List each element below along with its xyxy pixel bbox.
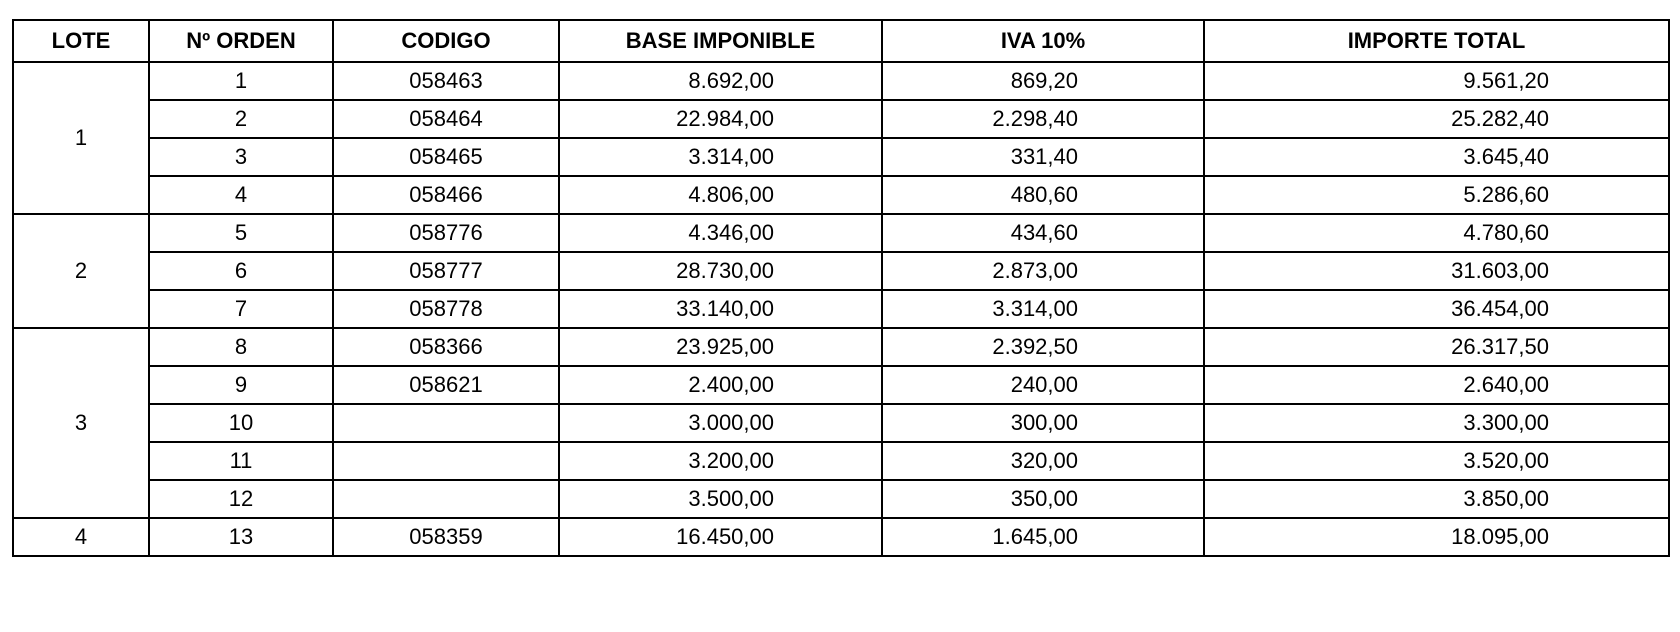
codigo-cell: 058464 bbox=[333, 100, 559, 138]
lote-cell: 2 bbox=[13, 214, 149, 328]
header-lote: LOTE bbox=[13, 20, 149, 62]
orden-cell: 10 bbox=[149, 404, 333, 442]
header-orden: Nº ORDEN bbox=[149, 20, 333, 62]
table-row bbox=[13, 518, 1669, 556]
importe-total-cell: 3.645,40 bbox=[1204, 138, 1669, 176]
codigo-cell: 058463 bbox=[333, 62, 559, 100]
table-row bbox=[13, 176, 1669, 214]
importe-total-cell: 36.454,00 bbox=[1204, 290, 1669, 328]
orden-cell: 7 bbox=[149, 290, 333, 328]
iva-cell: 869,20 bbox=[882, 62, 1204, 100]
lote-cell: 1 bbox=[13, 62, 149, 214]
iva-cell: 480,60 bbox=[882, 176, 1204, 214]
iva-cell: 2.392,50 bbox=[882, 328, 1204, 366]
base-imponible-cell: 3.500,00 bbox=[559, 480, 882, 518]
importe-total-cell: 5.286,60 bbox=[1204, 176, 1669, 214]
table-row bbox=[13, 100, 1669, 138]
iva-cell: 3.314,00 bbox=[882, 290, 1204, 328]
table-body bbox=[13, 62, 1669, 556]
iva-cell: 240,00 bbox=[882, 366, 1204, 404]
iva-cell: 350,00 bbox=[882, 480, 1204, 518]
codigo-cell: 058621 bbox=[333, 366, 559, 404]
table-row bbox=[13, 252, 1669, 290]
header-row bbox=[13, 20, 1669, 62]
importe-total-cell: 4.780,60 bbox=[1204, 214, 1669, 252]
importe-total-cell: 2.640,00 bbox=[1204, 366, 1669, 404]
lote-cell: 3 bbox=[13, 328, 149, 518]
orden-cell: 4 bbox=[149, 176, 333, 214]
base-imponible-cell: 3.314,00 bbox=[559, 138, 882, 176]
iva-cell: 1.645,00 bbox=[882, 518, 1204, 556]
orden-cell: 11 bbox=[149, 442, 333, 480]
codigo-cell bbox=[333, 480, 559, 518]
orden-cell: 5 bbox=[149, 214, 333, 252]
base-imponible-cell: 8.692,00 bbox=[559, 62, 882, 100]
base-imponible-cell: 28.730,00 bbox=[559, 252, 882, 290]
orden-cell: 9 bbox=[149, 366, 333, 404]
orden-cell: 2 bbox=[149, 100, 333, 138]
orden-cell: 6 bbox=[149, 252, 333, 290]
orden-cell: 13 bbox=[149, 518, 333, 556]
table-row bbox=[13, 138, 1669, 176]
importe-total-cell: 31.603,00 bbox=[1204, 252, 1669, 290]
iva-cell: 434,60 bbox=[882, 214, 1204, 252]
importe-total-cell: 9.561,20 bbox=[1204, 62, 1669, 100]
table-row bbox=[13, 366, 1669, 404]
header-iva: IVA 10% bbox=[882, 20, 1204, 62]
base-imponible-cell: 23.925,00 bbox=[559, 328, 882, 366]
base-imponible-cell: 16.450,00 bbox=[559, 518, 882, 556]
orden-cell: 1 bbox=[149, 62, 333, 100]
base-imponible-cell: 2.400,00 bbox=[559, 366, 882, 404]
iva-cell: 2.298,40 bbox=[882, 100, 1204, 138]
importe-total-cell: 3.300,00 bbox=[1204, 404, 1669, 442]
table-row bbox=[13, 62, 1669, 100]
importe-total-cell: 3.520,00 bbox=[1204, 442, 1669, 480]
importe-total-cell: 18.095,00 bbox=[1204, 518, 1669, 556]
iva-cell: 320,00 bbox=[882, 442, 1204, 480]
orden-cell: 3 bbox=[149, 138, 333, 176]
codigo-cell: 058366 bbox=[333, 328, 559, 366]
iva-cell: 331,40 bbox=[882, 138, 1204, 176]
base-imponible-cell: 33.140,00 bbox=[559, 290, 882, 328]
orden-cell: 12 bbox=[149, 480, 333, 518]
header-importe-total: IMPORTE TOTAL bbox=[1204, 20, 1669, 62]
base-imponible-cell: 22.984,00 bbox=[559, 100, 882, 138]
codigo-cell: 058466 bbox=[333, 176, 559, 214]
table-row bbox=[13, 214, 1669, 252]
base-imponible-cell: 3.000,00 bbox=[559, 404, 882, 442]
base-imponible-cell: 3.200,00 bbox=[559, 442, 882, 480]
base-imponible-cell: 4.806,00 bbox=[559, 176, 882, 214]
iva-cell: 300,00 bbox=[882, 404, 1204, 442]
orden-cell: 8 bbox=[149, 328, 333, 366]
codigo-cell bbox=[333, 442, 559, 480]
table-row bbox=[13, 442, 1669, 480]
base-imponible-cell: 4.346,00 bbox=[559, 214, 882, 252]
iva-cell: 2.873,00 bbox=[882, 252, 1204, 290]
importe-total-cell: 3.850,00 bbox=[1204, 480, 1669, 518]
table-row bbox=[13, 328, 1669, 366]
lote-cell: 4 bbox=[13, 518, 149, 556]
lots-table bbox=[12, 19, 1670, 557]
codigo-cell: 058776 bbox=[333, 214, 559, 252]
table-row bbox=[13, 404, 1669, 442]
importe-total-cell: 26.317,50 bbox=[1204, 328, 1669, 366]
table-row bbox=[13, 290, 1669, 328]
codigo-cell bbox=[333, 404, 559, 442]
importe-total-cell: 25.282,40 bbox=[1204, 100, 1669, 138]
codigo-cell: 058465 bbox=[333, 138, 559, 176]
codigo-cell: 058777 bbox=[333, 252, 559, 290]
header-codigo: CODIGO bbox=[333, 20, 559, 62]
header-base-imponible: BASE IMPONIBLE bbox=[559, 20, 882, 62]
table-row bbox=[13, 480, 1669, 518]
codigo-cell: 058778 bbox=[333, 290, 559, 328]
codigo-cell: 058359 bbox=[333, 518, 559, 556]
